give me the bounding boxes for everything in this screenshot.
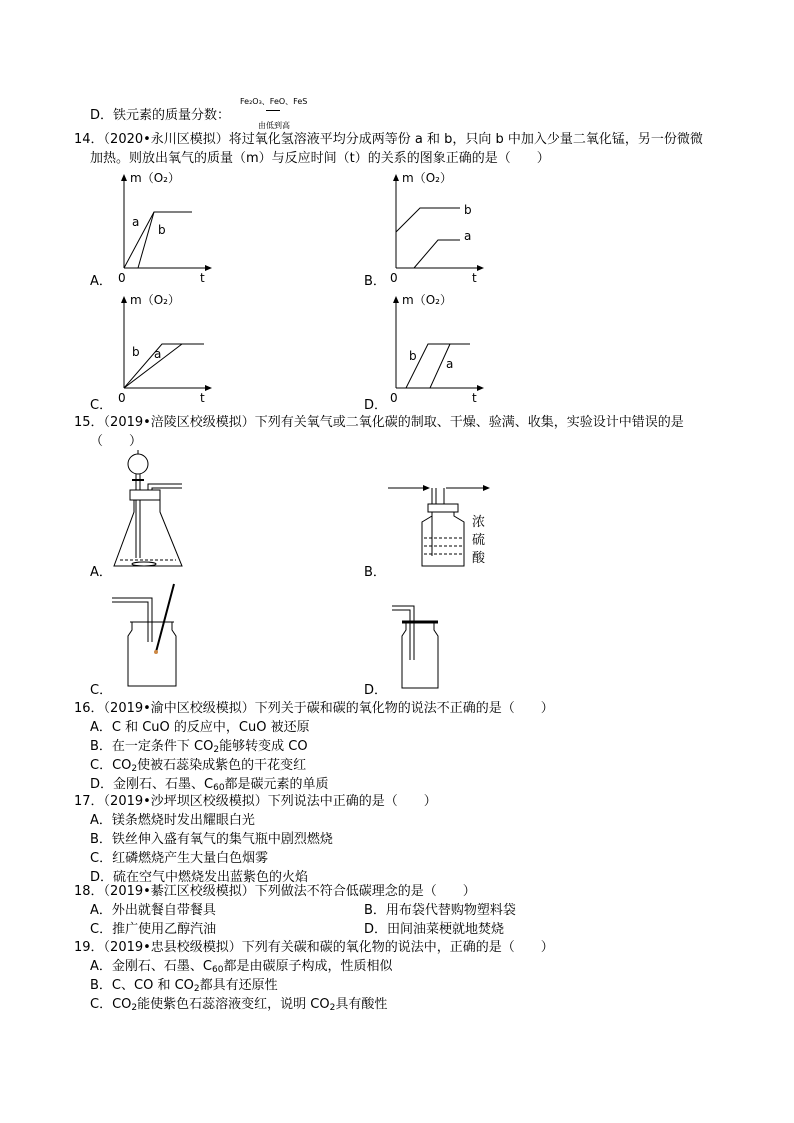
graph-ylabel: m（O₂） bbox=[402, 293, 452, 307]
graph-ylabel: m（O₂） bbox=[130, 293, 180, 307]
q14-option-d[interactable]: D． bbox=[364, 398, 388, 413]
q19-stem: 19．（2019•忠县校级模拟）下列有关碳和碳的氧化物的说法中，正确的是（ ） bbox=[74, 940, 554, 955]
q15-stem-line1: 15．（2019•涪陵区校级模拟）下列有关氧气或二氧化碳的制取、干燥、验满、收集，实验设计中错误的是 bbox=[74, 415, 684, 430]
graph-label-b: b bbox=[132, 345, 140, 359]
q13-option-d-formulas: Fe₂O₃、FeO、FeS bbox=[240, 97, 308, 106]
graph-xlabel: t bbox=[200, 391, 205, 405]
q16-option-b[interactable]: B．在一定条件下 $CO_2$能够转变成 CO bbox=[90, 739, 308, 755]
acid-char-2: 硫 bbox=[472, 533, 486, 548]
q14-graph-d bbox=[384, 288, 494, 406]
q17-option-a[interactable]: A．镁条燃烧时发出耀眼白光 bbox=[90, 813, 255, 828]
q15-apparatus-d bbox=[388, 598, 448, 694]
q14-option-c[interactable]: C． bbox=[90, 398, 113, 413]
q15-option-b[interactable]: B． bbox=[364, 565, 386, 580]
q13-option-d: D．铁元素的质量分数： bbox=[90, 108, 231, 123]
q15-apparatus-a bbox=[108, 448, 208, 578]
q15-option-d[interactable]: D． bbox=[364, 683, 388, 698]
graph-origin: 0 bbox=[118, 271, 126, 285]
q14-graph-c bbox=[112, 288, 222, 406]
graph-label-a: a bbox=[154, 347, 162, 361]
q13-arrow-line bbox=[266, 110, 280, 111]
q19-option-a[interactable]: A．金刚石、石墨、$C_{60}$都是由碳原子构成，性质相似 bbox=[90, 959, 393, 975]
graph-label-a: a bbox=[446, 357, 454, 371]
graph-xlabel: t bbox=[472, 271, 477, 285]
q18-option-d[interactable]: D．田间油菜梗就地焚烧 bbox=[364, 922, 505, 937]
q18-option-a[interactable]: A．外出就餐自带餐具 bbox=[90, 903, 216, 918]
graph-origin: 0 bbox=[118, 391, 126, 405]
q16-option-d[interactable]: D．金刚石、石墨、$C_{60}$都是碳元素的单质 bbox=[90, 777, 329, 793]
graph-origin: 0 bbox=[390, 271, 398, 285]
q18-option-c[interactable]: C．推广使用乙醇汽油 bbox=[90, 922, 217, 937]
acid-char-1: 浓 bbox=[472, 515, 486, 530]
graph-label-a: a bbox=[464, 229, 472, 243]
graph-label-b: b bbox=[409, 349, 417, 363]
q14-stem-line1: 14．（2020•永川区模拟）将过氧化氢溶液平均分成两等份 a 和 b，只向 b 中加入少量二氧化锰，另一份微微 bbox=[74, 132, 703, 147]
acid-char-3: 酸 bbox=[472, 551, 486, 566]
q14-option-b[interactable]: B． bbox=[364, 274, 386, 289]
graph-label-b: b bbox=[158, 223, 166, 237]
q18-stem: 18．（2019•綦江区校级模拟）下列做法不符合低碳理念的是（ ） bbox=[74, 884, 476, 899]
graph-label-a: a bbox=[132, 215, 140, 229]
q14-option-a[interactable]: A． bbox=[90, 274, 112, 289]
q16-option-a[interactable]: A．C 和 CuO 的反应中，CuO 被还原 bbox=[90, 720, 310, 735]
q15-option-a[interactable]: A． bbox=[90, 565, 112, 580]
q17-stem: 17．（2019•沙坪坝区校级模拟）下列说法中正确的是（ ） bbox=[74, 794, 437, 809]
graph-origin: 0 bbox=[390, 391, 398, 405]
q15-stem-line2: （ ） bbox=[90, 434, 143, 449]
q19-option-c[interactable]: C．$CO_2$能使紫色石蕊溶液变红，说明 $CO_2$具有酸性 bbox=[90, 997, 388, 1013]
q17-option-c[interactable]: C．红磷燃烧产生大量白色烟雾 bbox=[90, 851, 269, 866]
q15-apparatus-c bbox=[108, 582, 188, 694]
q14-stem-line2: 加热。则放出氧气的质量（m）与反应时间（t）的关系的图象正确的是（ ） bbox=[90, 151, 550, 166]
q17-option-b[interactable]: B．铁丝伸入盛有氧气的集气瓶中剧烈燃烧 bbox=[90, 832, 333, 847]
q15-option-c[interactable]: C． bbox=[90, 683, 113, 698]
q14-graph-a bbox=[112, 166, 222, 286]
q17-option-d[interactable]: D．硫在空气中燃烧发出蓝紫色的火焰 bbox=[90, 870, 309, 885]
q18-option-b[interactable]: B．用布袋代替购物塑料袋 bbox=[364, 903, 516, 918]
graph-xlabel: t bbox=[200, 271, 205, 285]
q14-graph-b bbox=[384, 166, 494, 286]
q15-apparatus-b bbox=[384, 476, 494, 576]
q13-option-d-order: 由低到高 bbox=[258, 121, 290, 130]
q16-stem: 16．（2019•渝中区校级模拟）下列关于碳和碳的氧化物的说法不正确的是（ ） bbox=[74, 701, 554, 716]
graph-label-b: b bbox=[464, 203, 472, 217]
graph-ylabel: m（O₂） bbox=[130, 171, 180, 185]
q16-option-c[interactable]: C．$CO_2$使被石蕊染成紫色的干花变红 bbox=[90, 758, 307, 774]
graph-ylabel: m（O₂） bbox=[402, 171, 452, 185]
graph-xlabel: t bbox=[472, 391, 477, 405]
q19-option-b[interactable]: B．C、CO 和 $CO_2$都具有还原性 bbox=[90, 978, 278, 994]
